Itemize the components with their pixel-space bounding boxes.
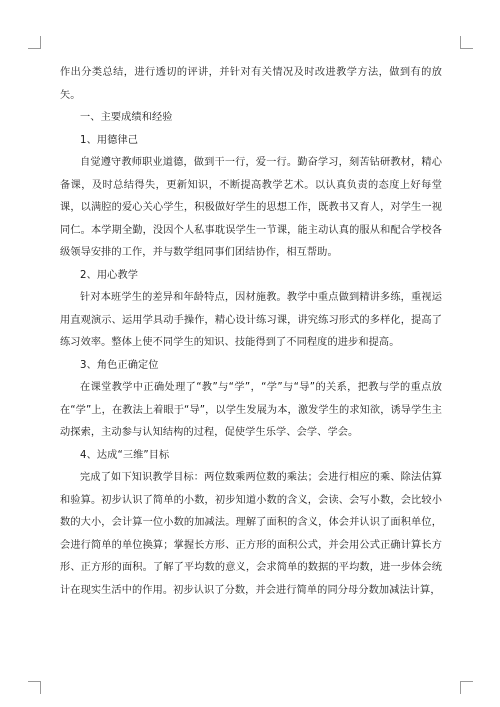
crop-mark-top-left xyxy=(28,36,41,49)
paragraph: 在课堂教学中正确处理了“教”与“学”，“学”与“导”的关系，把教与学的重点放在“学”上，在教法上着眼于“导”，以学生发展为本，激发学生的求知欲，诱导学生主动探索，主动参与认知结构的过程，促使学生乐学、会学、学会。 xyxy=(60,382,442,438)
subsection-heading: 4、达成“三维”目标 xyxy=(80,449,170,461)
crop-mark-bottom-left xyxy=(28,681,41,694)
paragraph: 自觉遵守教师职业道德，做到干一行，爱一行。勤奋学习，刻苦钻研教材，精心备课，及时总结得失，更新知识，不断提高教学艺术。以认真负责的态度上好每堂课，以满腔的爱心关心学生，积极做好学生的思想工作，既教书又育人，对学生一视同仁。本学期全勤，没因个人私事耽误学生一节课，能主动认真的服从和配合学校各级领导安排的工作，并与数学组同事们团结协作，相互帮助。 xyxy=(60,157,442,258)
paragraph: 针对本班学生的差异和年龄特点，因材施教。教学中重点做到精讲多练，重视运用直观演示、运用学具动手操作，精心设计练习课，讲究练习形式的多样化，提高了练习效率。整体上使不同学生的知识、技能得到了不同程度的进步和提高。 xyxy=(60,292,442,348)
paragraph-continuation: 作出分类总结，进行透切的评讲，并针对有关情况及时改进教学方法，做到有的放矢。 xyxy=(60,67,442,101)
document-body xyxy=(60,62,442,602)
subsection-heading: 3、角色正确定位 xyxy=(80,359,159,371)
paragraph: 完成了如下知识教学目标：两位数乘两位数的乘法；会进行相应的乘、除法估算和验算。初步认识了简单的小数，初步知道小数的含义，会读、会写小数，会比较小数的大小，会计算一位小数的加减法。理解了面积的含义，体会并认识了面积单位，会进行简单的单位换算；掌握长方形、正方形的面积公式，并会用公式正确计算长方形、正方形的面积。了解了平均数的意义，会求简单的数据的平均数，进一步体会统计在现实生活中的作用。初步认识了分数，并会进行简单的同分母分数加减法计算， xyxy=(60,472,442,596)
subsection-heading: 1、用德律己 xyxy=(80,134,139,146)
crop-mark-bottom-right xyxy=(460,681,473,694)
crop-mark-top-right xyxy=(460,36,473,49)
section-heading: 一、主要成绩和经验 xyxy=(80,112,173,123)
subsection-heading: 2、用心教学 xyxy=(80,269,139,281)
